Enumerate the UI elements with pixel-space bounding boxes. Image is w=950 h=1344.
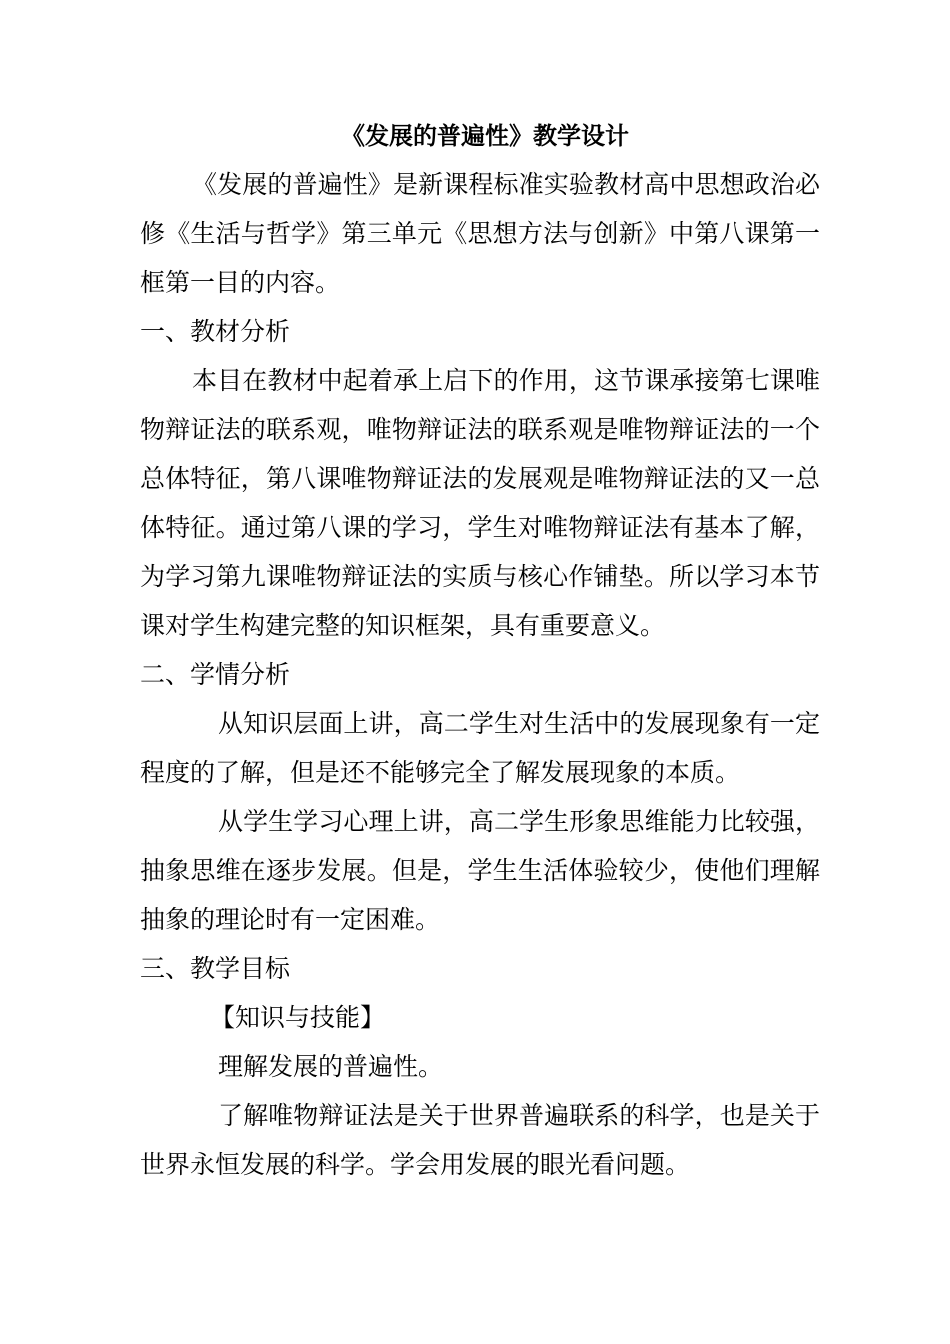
section-heading-textbook-analysis: 一、教材分析 — [140, 317, 291, 346]
student-analysis-paragraph-1: 从知识层面上讲，高二学生对生活中的发展现象有一定程度的了解，但是还不能够完全了解发展现象的本质。 — [140, 709, 820, 787]
intro-paragraph: 《发展的普遍性》是新课程标准实验教材高中思想政治必修《生活与哲学》第三单元《思想方法与创新》中第八课第一框第一目的内容。 — [140, 170, 820, 297]
document-page — [140, 112, 820, 1189]
document-title: 《发展的普遍性》教学设计 — [341, 121, 629, 150]
section-heading-student-analysis: 二、学情分析 — [140, 660, 291, 689]
teaching-goal-paragraph-2: 了解唯物辩证法是关于世界普遍联系的科学，也是关于世界永恒发展的科学。学会用发展的眼光看问题。 — [140, 1101, 820, 1179]
teaching-goal-paragraph-1: 理解发展的普遍性。 — [218, 1052, 444, 1081]
student-analysis-paragraph-2: 从学生学习心理上讲，高二学生形象思维能力比较强，抽象思维在逐步发展。但是，学生生活体验较少，使他们理解抽象的理论时有一定困难。 — [140, 807, 820, 934]
section-heading-teaching-goals: 三、教学目标 — [140, 954, 291, 983]
subheading-knowledge-skills: 【知识与技能】 — [210, 1003, 386, 1032]
textbook-analysis-paragraph: 本目在教材中起着承上启下的作用，这节课承接第七课唯物辩证法的联系观，唯物辩证法的联系观是唯物辩证法的一个总体特征，第八课唯物辩证法的发展观是唯物辩证法的又一总体特征。通过第八课的学习，学生对唯物辩证法有基本了解，为学习第九课唯物辩证法的实质与核心作铺垫。所以学习本节课对学生构建完整的知识框架，具有重要意义。 — [140, 366, 820, 640]
